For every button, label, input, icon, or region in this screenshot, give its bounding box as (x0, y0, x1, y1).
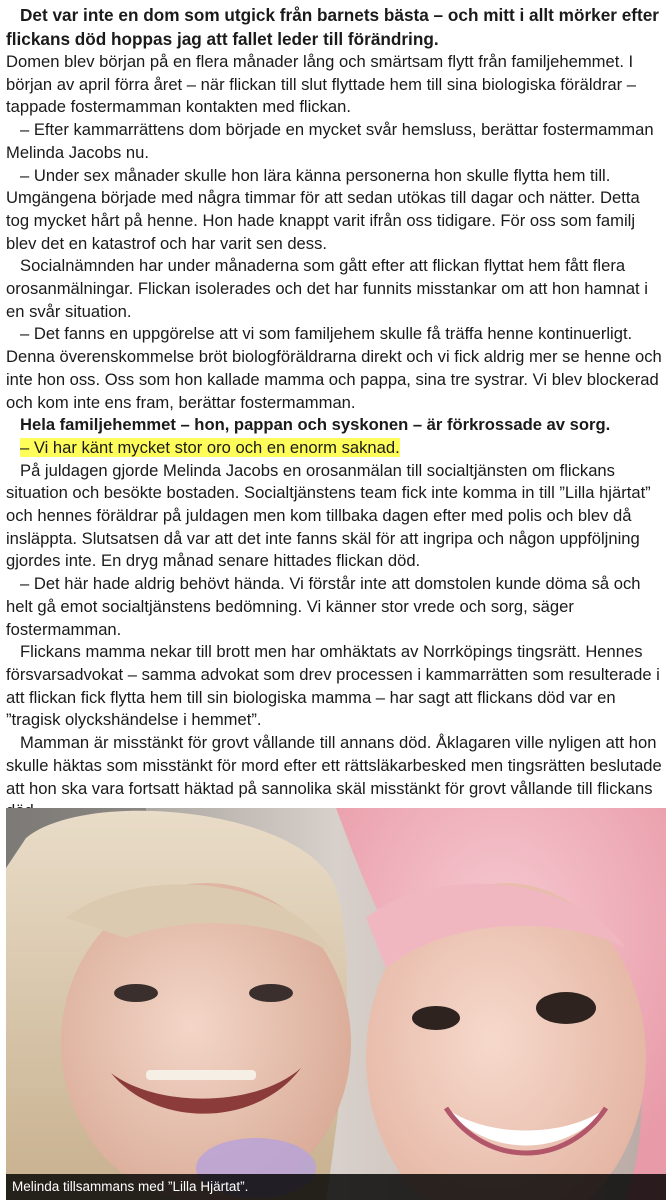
photo-caption: Melinda tillsammans med ”Lilla Hjärtat”. (6, 1174, 666, 1200)
article-paragraph: – Det här hade aldrig behövt hända. Vi förstår inte att domstolen kunde döma så och helt gå emot socialtjänstens bedömning. Vi känner stor vrede och sorg, säger fostermamman. (6, 574, 641, 639)
article-paragraph: Socialnämnden har under månaderna som gått efter att flickan flyttat hem fått flera orosanmälningar. Flickan isolerades och det har funnits misstankar om att hon hamnat i en svår situation. (6, 256, 648, 321)
article-subheading: Hela familjehemmet – hon, pappan och syskonen – är förkrossade av sorg. (20, 415, 611, 435)
article-paragraph: – Det fanns en uppgörelse att vi som familjehem skulle få träffa henne kontinuerligt. Denna överenskommelse bröt biologföräldrarna direkt och vi fick aldrig mer se henne och inte hon oss. Oss som hon kallade mamma och pappa, sina tre systrar. Vi blev blockerad och kom inte ens fram, berättar fostermamman. (6, 324, 662, 412)
highlighted-quote: – Vi har känt mycket stor oro och en enorm saknad. (20, 437, 400, 457)
article-paragraph: Mamman är misstänkt för grovt vållande till annans död. Åklagaren ville nyligen att hon skulle häktas som misstänkt för mord efter ett rättsläkarbesked men tingsrätten beslutade att hon ska vara fortsatt häktad på sannolika skäl misstänkt för grovt vållande till flickans (6, 733, 662, 798)
photo-illustration (6, 808, 666, 1200)
article-lead: Det var inte en dom som utgick från barnets bästa – och mitt i allt mörker efter flickans död hoppas jag att fallet leder till förändring. (6, 5, 659, 49)
article-photo (6, 808, 666, 1200)
article-body (6, 4, 664, 823)
article-paragraph: Domen blev början på en flera månader lång och smärtsam flytt från familjehemmet. I början av april förra året – när flickan till slut flyttade hem till sina biologiska föräldrar – tappade fostermamman kontakten med flickan. (6, 52, 636, 117)
article-paragraph: På juldagen gjorde Melinda Jacobs en orosanmälan till socialtjänsten om flickans situation och besökte bostaden. Socialtjänstens team fick inte komma in till ”Lilla hjärtat” och hennes föräldrar på juldagen men kom tillbaka dagen efter med polis och blev då insläppta. Slutsatsen då var att det inte fanns skäl för att ingripa och någon uppföljning gjordes inte. En dryg månad senare hittades flickan död. (6, 460, 651, 571)
article-paragraph: Flickans mamma nekar till brott men har omhäktats av Norrköpings tingsrätt. Hennes försvarsadvokat – samma advokat som drev processen i kammarrätten som resulterade i att flickan fick flytta hem till sin biologiska mamma – har sagt att flickans död var en ”tragisk olyckshändelse i hemmet”. (6, 642, 660, 730)
article-paragraph: – Under sex månader skulle hon lära känna personerna hon skulle flytta hem till. Umgängena började med några timmar för att sedan utökas till dagar och nätter. Detta tog mycket hårt på henne. Hon hade knappt varit ifrån oss tidigare. För oss som familj blev det en katastrof och har varit sen dess. (6, 165, 640, 253)
article-highlight-paragraph (6, 437, 664, 460)
article-paragraph: – Efter kammarrättens dom började en mycket svår hemsluss, berättar fostermamman Melinda Jacobs nu. (6, 120, 654, 162)
